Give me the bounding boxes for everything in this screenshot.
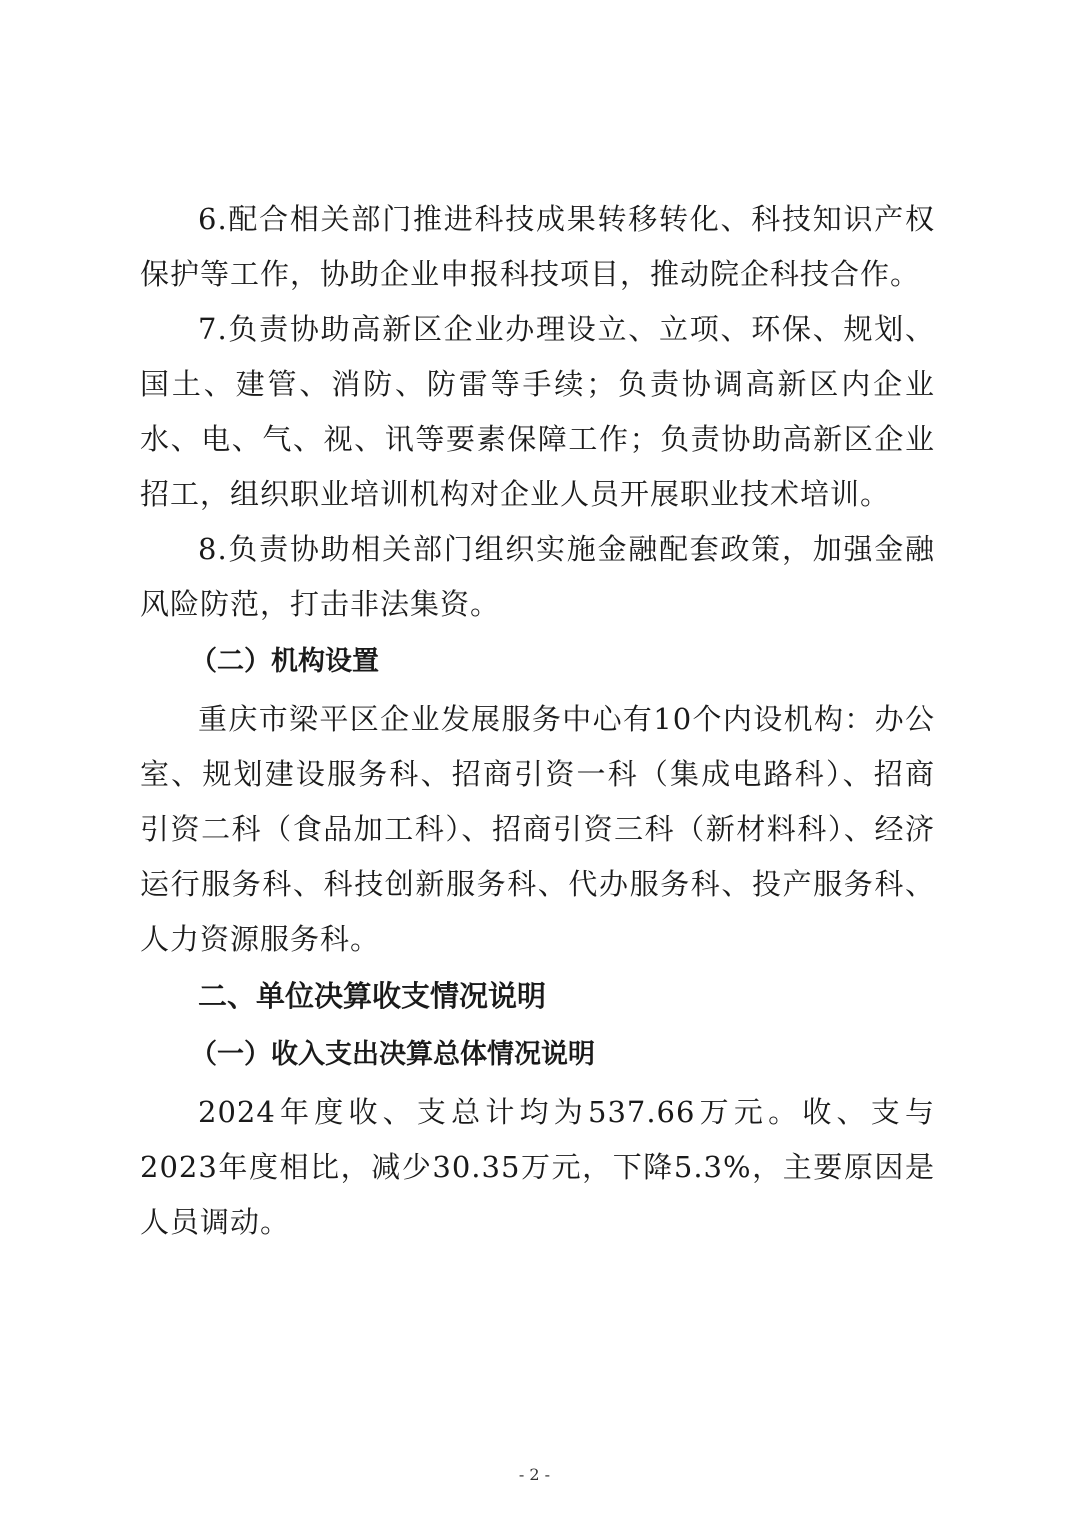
paragraph-item-7: 7.负责协助高新区企业办理设立、立项、环保、规划、国土、建管、消防、防雷等手续；负责协调高新区内企业水、电、气、视、讯等要素保障工作；负责协助高新区企业招工，组织职业培训机构对企业人员开展职业技术培训。 [140, 312, 935, 511]
heading-org-structure: （二）机构设置 [190, 646, 379, 677]
document-body [140, 192, 935, 1250]
paragraph-item-8: 8.负责协助相关部门组织实施金融配套政策，加强金融风险防范，打击非法集资。 [140, 532, 935, 621]
page-number: - 2 - [518, 1465, 551, 1484]
heading-income-expense-overview: （一）收入支出决算总体情况说明 [190, 1039, 595, 1070]
paragraph-item-6: 6.配合相关部门推进科技成果转移转化、科技知识产权保护等工作，协助企业申报科技项目，推动院企科技合作。 [140, 202, 935, 291]
paragraph-org-structure: 重庆市梁平区企业发展服务中心有10个内设机构：办公室、规划建设服务科、招商引资一科（集成电路科）、招商引资二科（食品加工科）、招商引资三科（新材料科）、经济运行服务科、科技创新服务科、代办服务科、投产服务科、人力资源服务科。 [140, 702, 935, 956]
paragraph-income-expense: 2024年度收、支总计均为537.66万元。收、支与2023年度相比，减少30.35万元，下降5.3%，主要原因是人员调动。 [140, 1095, 935, 1239]
heading-budget-section: 二、单位决算收支情况说明 [198, 979, 547, 1013]
